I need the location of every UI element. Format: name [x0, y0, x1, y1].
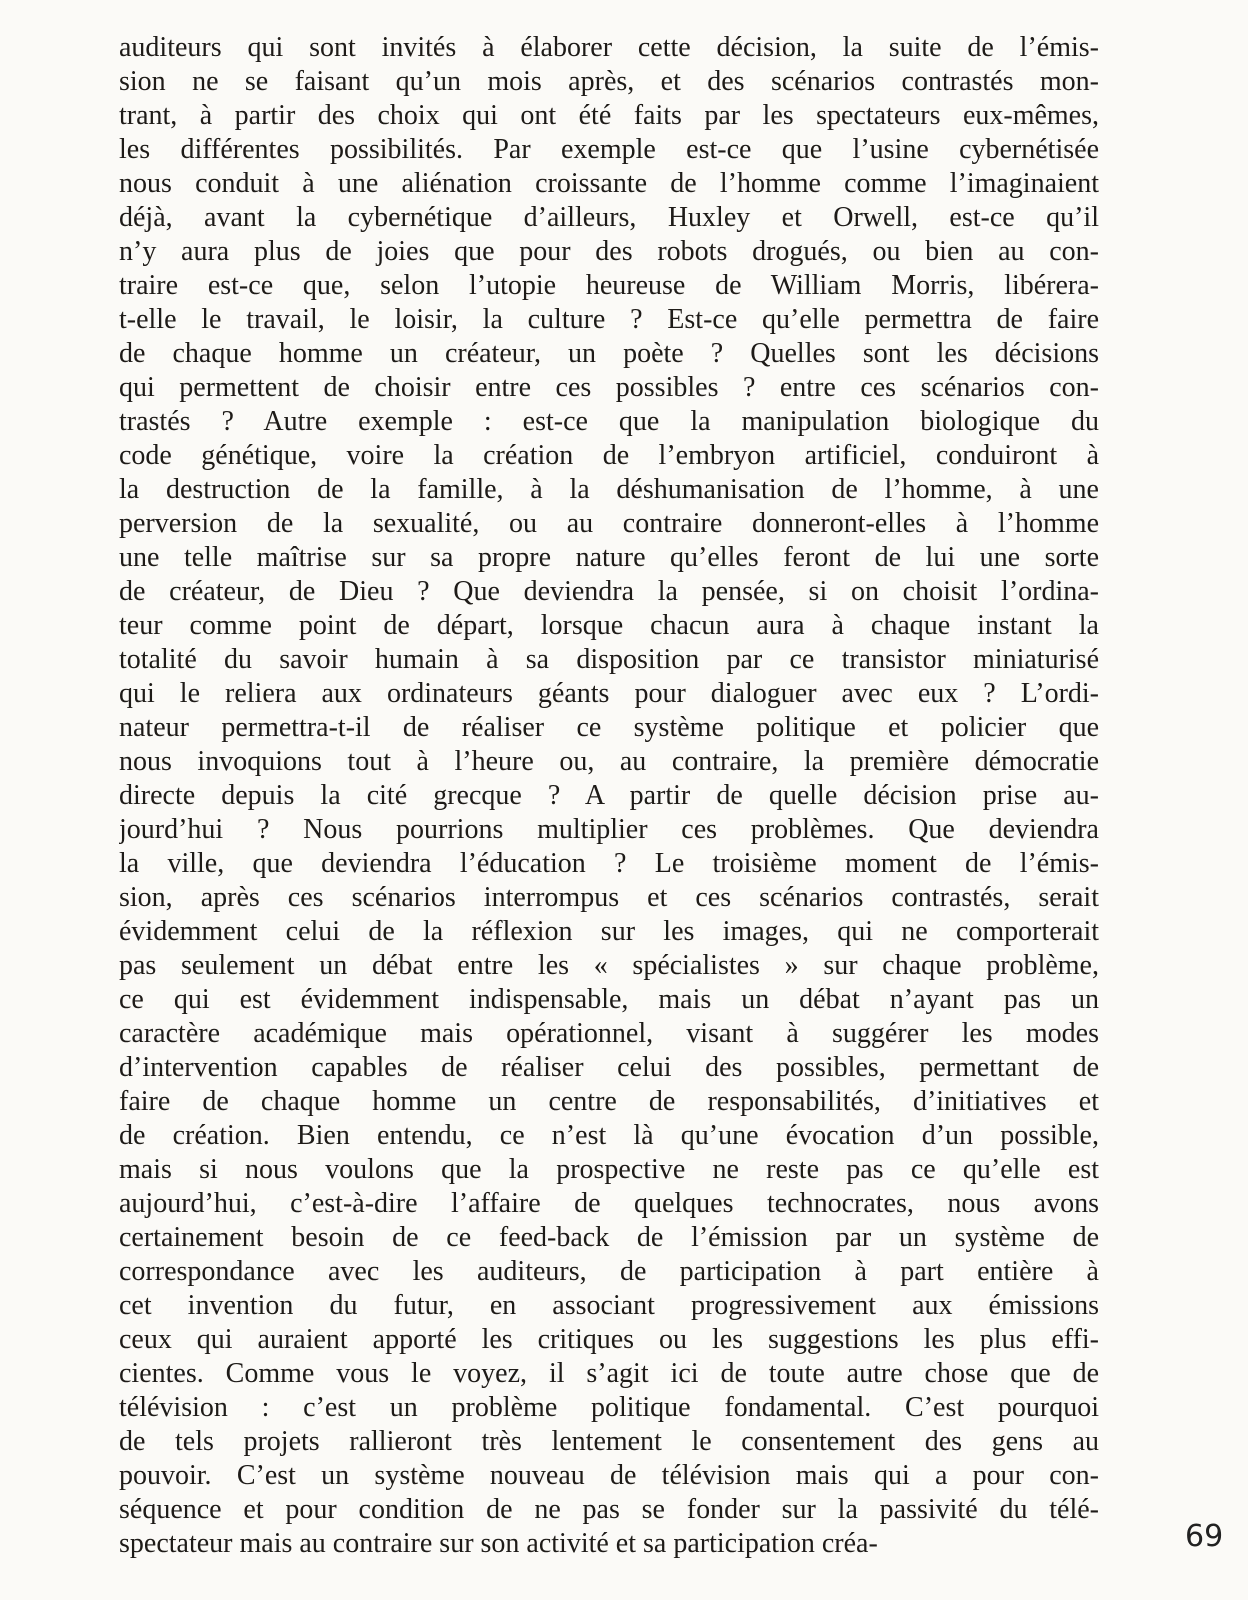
- text-line: qui le reliera aux ordinateurs géants pour dialoguer avec eux ? L’ordi-: [119, 678, 1099, 709]
- text-line: la ville, que deviendra l’éducation ? Le troisième moment de l’émis-: [119, 848, 1099, 879]
- text-line: n’y aura plus de joies que pour des robots drogués, ou bien au con-: [119, 236, 1099, 267]
- body-text: [119, 31, 1099, 1561]
- text-line: évidemment celui de la réflexion sur les images, qui ne comporterait: [119, 916, 1099, 947]
- text-line: nous invoquions tout à l’heure ou, au contraire, la première démocratie: [119, 746, 1099, 777]
- text-line: les différentes possibilités. Par exemple est-ce que l’usine cybernétisée: [119, 134, 1099, 165]
- text-line: nateur permettra-t-il de réaliser ce système politique et policier que: [119, 712, 1099, 743]
- text-line: totalité du savoir humain à sa disposition par ce transistor miniaturisé: [119, 644, 1099, 675]
- text-line: cientes. Comme vous le voyez, il s’agit ici de toute autre chose que de: [119, 1358, 1099, 1389]
- text-line: d’intervention capables de réaliser celui des possibles, permettant de: [119, 1052, 1099, 1083]
- text-line: déjà, avant la cybernétique d’ailleurs, Huxley et Orwell, est-ce qu’il: [119, 202, 1099, 233]
- text-line: cet invention du futur, en associant progressivement aux émissions: [119, 1290, 1099, 1321]
- text-line: de chaque homme un créateur, un poète ? Quelles sont les décisions: [119, 338, 1099, 369]
- text-line: spectateur mais au contraire sur son activité et sa participation créa-: [119, 1528, 878, 1559]
- text-line: perversion de la sexualité, ou au contraire donneront-elles à l’homme: [119, 508, 1099, 539]
- text-line: télévision : c’est un problème politique fondamental. C’est pourquoi: [119, 1392, 1099, 1423]
- text-line: sion, après ces scénarios interrompus et ces scénarios contrastés, serait: [119, 882, 1099, 913]
- text-line: teur comme point de départ, lorsque chacun aura à chaque instant la: [119, 610, 1099, 641]
- text-line: trant, à partir des choix qui ont été faits par les spectateurs eux-mêmes,: [119, 100, 1099, 131]
- text-line: ceux qui auraient apporté les critiques ou les suggestions les plus effi-: [119, 1324, 1099, 1355]
- text-line: traire est-ce que, selon l’utopie heureuse de William Morris, libérera-: [119, 270, 1099, 301]
- text-line: jourd’hui ? Nous pourrions multiplier ces problèmes. Que deviendra: [119, 814, 1099, 845]
- text-line: sion ne se faisant qu’un mois après, et des scénarios contrastés mon-: [119, 66, 1099, 97]
- text-line: de créateur, de Dieu ? Que deviendra la pensée, si on choisit l’ordina-: [119, 576, 1099, 607]
- text-line: faire de chaque homme un centre de responsabilités, d’initiatives et: [119, 1086, 1099, 1117]
- text-line: code génétique, voire la création de l’embryon artificiel, conduiront à: [119, 440, 1099, 471]
- text-line: directe depuis la cité grecque ? A partir de quelle décision prise au-: [119, 780, 1099, 811]
- text-line: trastés ? Autre exemple : est-ce que la manipulation biologique du: [119, 406, 1099, 437]
- text-line: caractère académique mais opérationnel, visant à suggérer les modes: [119, 1018, 1099, 1049]
- text-line: séquence et pour condition de ne pas se fonder sur la passivité du télé-: [119, 1494, 1099, 1525]
- text-line: nous conduit à une aliénation croissante de l’homme comme l’imaginaient: [119, 168, 1099, 199]
- text-line: la destruction de la famille, à la déshumanisation de l’homme, à une: [119, 474, 1099, 505]
- text-line: pouvoir. C’est un système nouveau de télévision mais qui a pour con-: [119, 1460, 1099, 1491]
- page-number: 69: [1185, 1519, 1224, 1554]
- text-line: qui permettent de choisir entre ces possibles ? entre ces scénarios con-: [119, 372, 1099, 403]
- text-line: t-elle le travail, le loisir, la culture ? Est-ce qu’elle permettra de faire: [119, 304, 1099, 335]
- text-line: mais si nous voulons que la prospective ne reste pas ce qu’elle est: [119, 1154, 1099, 1185]
- text-line: de tels projets rallieront très lentement le consentement des gens au: [119, 1426, 1099, 1457]
- text-line: ce qui est évidemment indispensable, mais un débat n’ayant pas un: [119, 984, 1099, 1015]
- text-line: pas seulement un débat entre les « spécialistes » sur chaque problème,: [119, 950, 1099, 981]
- text-line: auditeurs qui sont invités à élaborer cette décision, la suite de l’émis-: [119, 32, 1099, 63]
- text-line: correspondance avec les auditeurs, de participation à part entière à: [119, 1256, 1099, 1287]
- text-line: de création. Bien entendu, ce n’est là qu’une évocation d’un possible,: [119, 1120, 1099, 1151]
- text-line: certainement besoin de ce feed-back de l’émission par un système de: [119, 1222, 1099, 1253]
- text-line: une telle maîtrise sur sa propre nature qu’elles feront de lui une sorte: [119, 542, 1099, 573]
- text-line: aujourd’hui, c’est-à-dire l’affaire de quelques technocrates, nous avons: [119, 1188, 1099, 1219]
